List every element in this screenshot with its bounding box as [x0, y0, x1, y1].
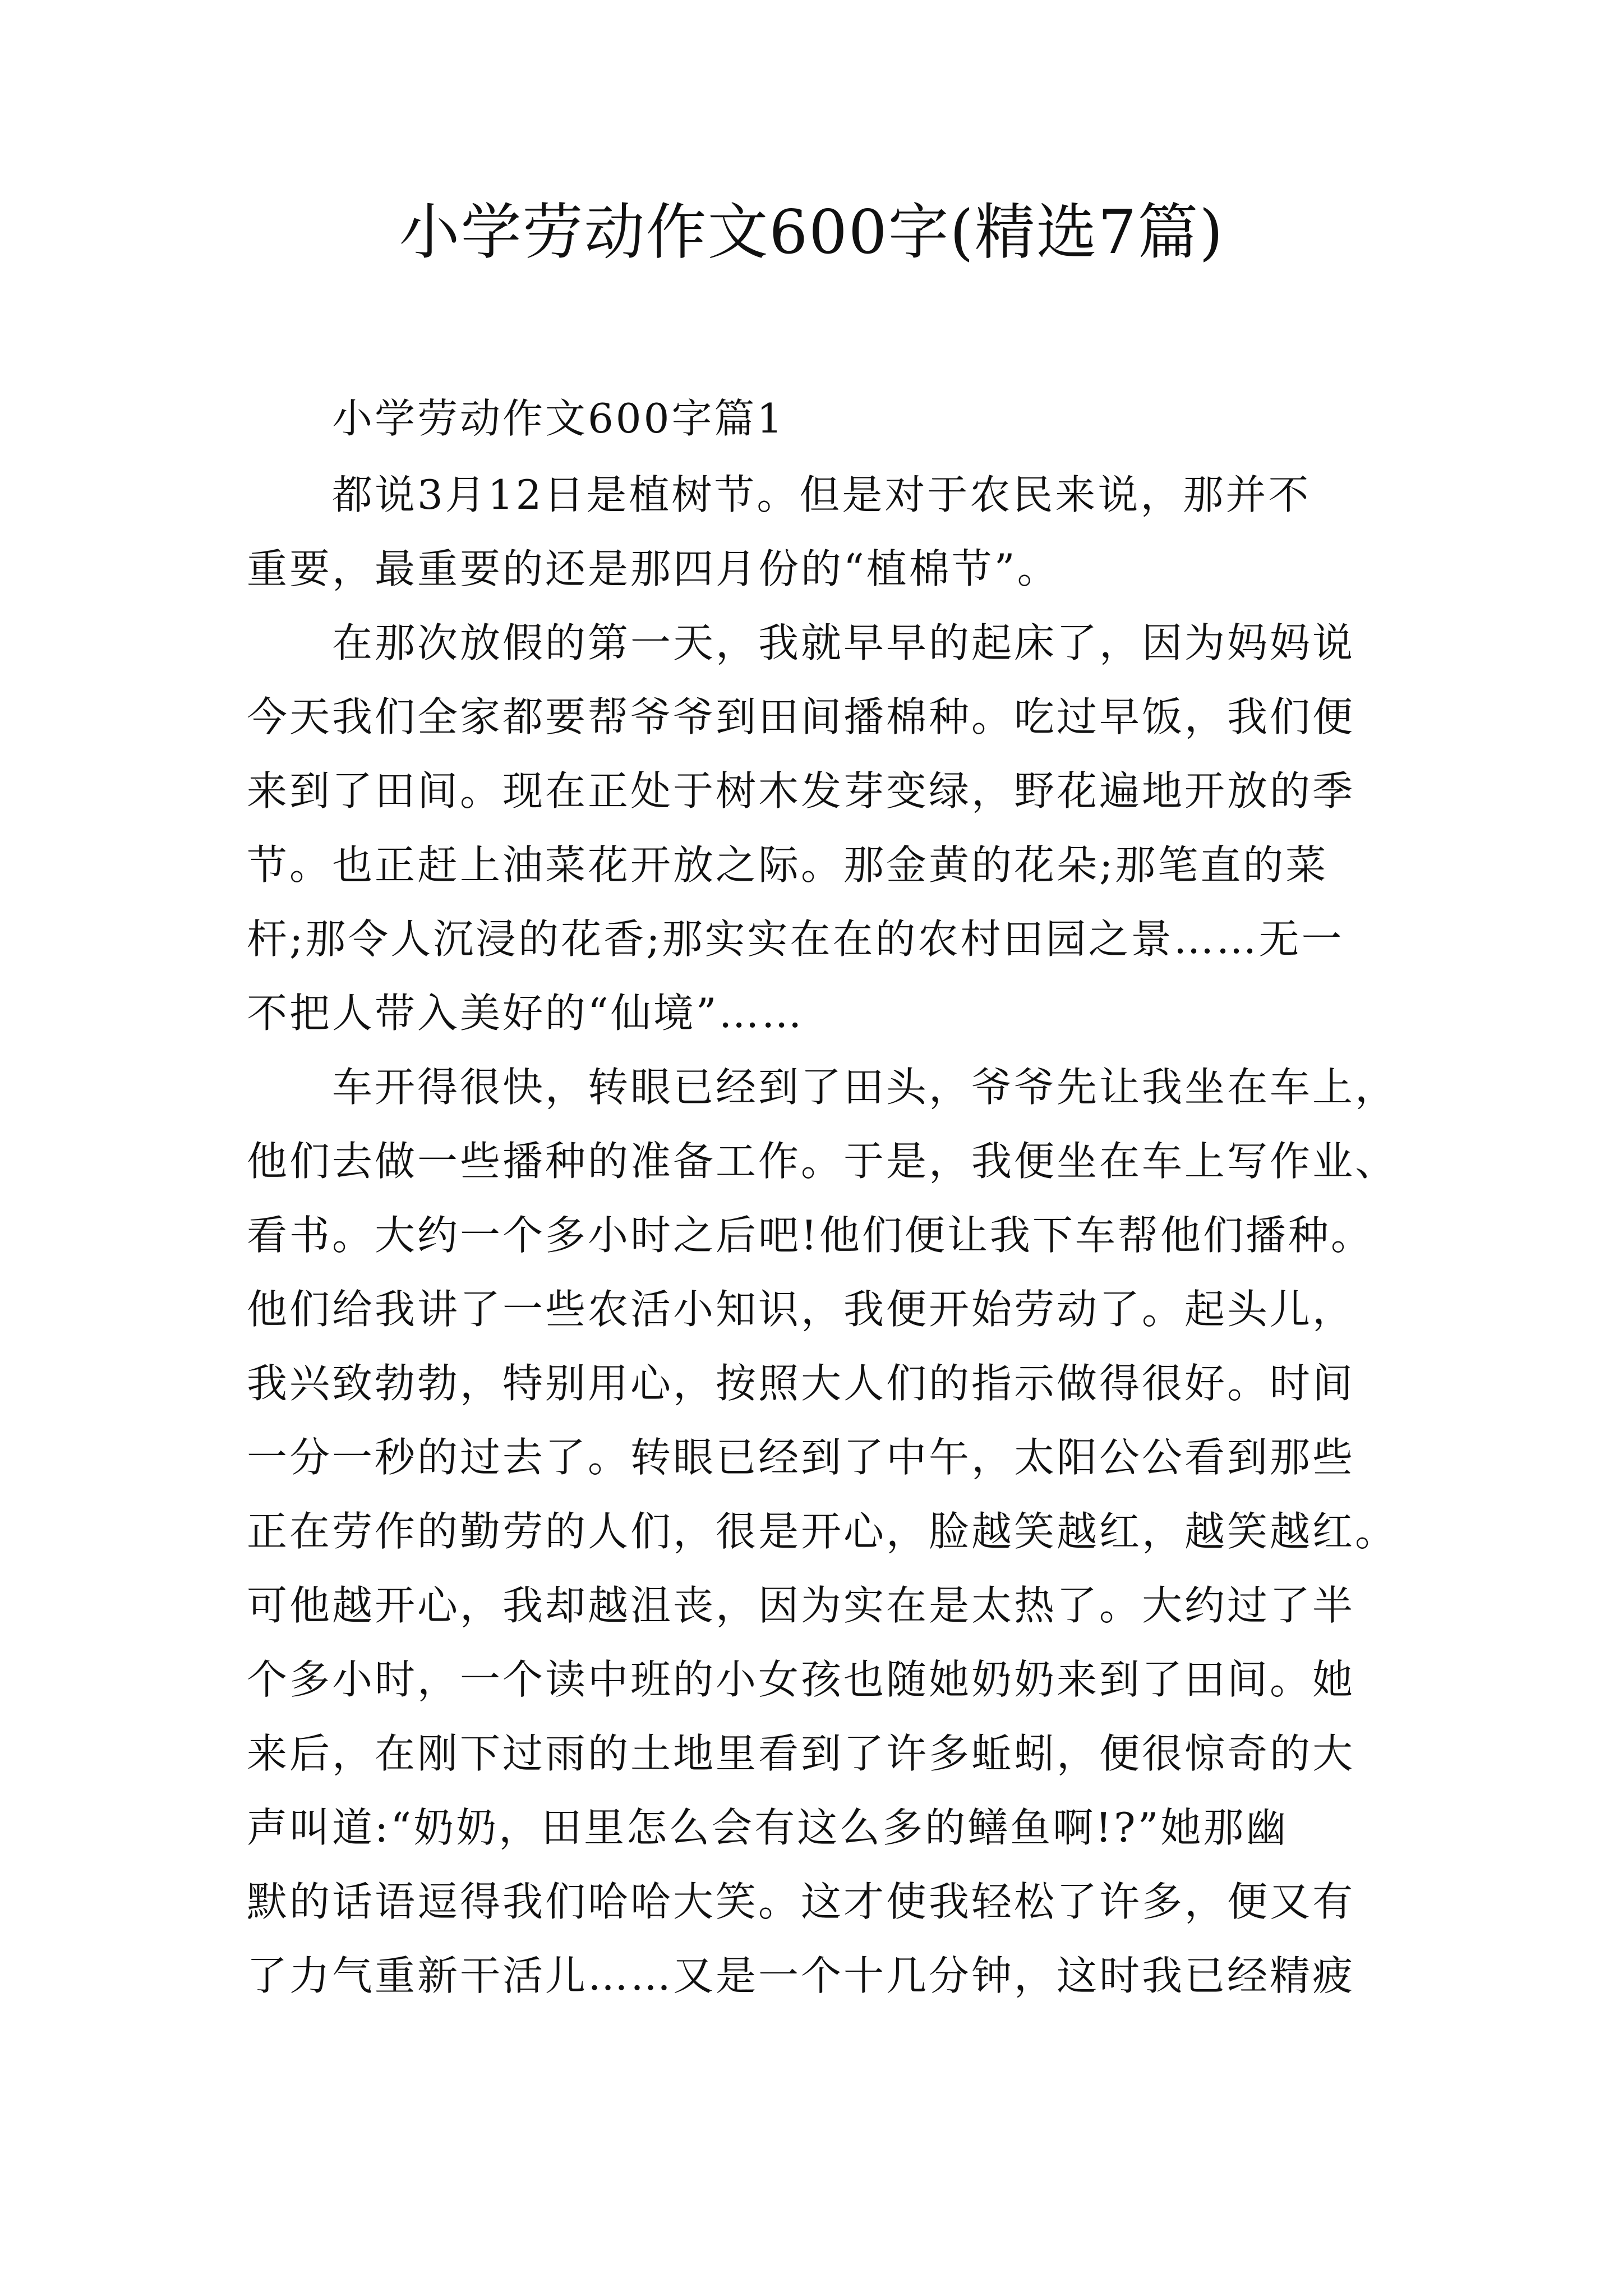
text-line: 他们去做一些播种的准备工作。于是，我便坐在车上写作业、: [247, 1138, 1398, 1185]
text-line: 了力气重新干活儿……又是一个十几分钟，这时我已经精疲: [247, 1952, 1355, 1999]
text-line: 默的话语逗得我们哈哈大笑。这才使我轻松了许多，便又有: [247, 1878, 1355, 1925]
text-line: 正在劳作的勤劳的人们，很是开心，脸越笑越红，越笑越红。: [247, 1508, 1398, 1555]
document-body: [247, 381, 1398, 2013]
text-line: 声叫道:“奶奶，田里怎么会有这么多的鳝鱼啊!?”她那幽: [247, 1804, 1289, 1851]
text-line: 今天我们全家都要帮爷爷到田间播棉种。吃过早饭，我们便: [247, 693, 1355, 740]
text-line: 一分一秒的过去了。转眼已经到了中午，太阳公公看到那些: [247, 1434, 1355, 1481]
text-line: 来后，在刚下过雨的土地里看到了许多蚯蚓，便很惊奇的大: [247, 1730, 1355, 1777]
text-line: 我兴致勃勃，特别用心，按照大人们的指示做得很好。时间: [247, 1360, 1355, 1407]
text-line: 可他越开心，我却越沮丧，因为实在是太热了。大约过了半: [247, 1582, 1355, 1629]
text-line: 在那次放假的第一天，我就早早的起床了，因为妈妈说: [332, 619, 1355, 666]
section-heading: 小学劳动作文600字篇1: [332, 395, 785, 442]
text-line: 他们给我讲了一些农活小知识，我便开始劳动了。起头儿，: [247, 1286, 1355, 1333]
text-line: 来到了田间。现在正处于树木发芽变绿，野花遍地开放的季: [247, 767, 1355, 815]
text-line: 重要，最重要的还是那四月份的“植棉节”。: [247, 545, 1060, 592]
document-title: 小学劳动作文600字(精选7篇): [399, 197, 1224, 268]
text-line: 不把人带入美好的“仙境”……: [247, 990, 804, 1037]
text-line: 都说3月12日是植树节。但是对于农民来说，那并不: [332, 471, 1311, 518]
text-line: 杆;那令人沉浸的花香;那实实在在的农村田园之景……无一: [247, 915, 1344, 963]
text-line: 节。也正赶上油菜花开放之际。那金黄的花朵;那笔直的菜: [247, 841, 1329, 889]
text-line: 看书。大约一个多小时之后吧!他们便让我下车帮他们播种。: [247, 1212, 1373, 1259]
text-line: 个多小时，一个读中班的小女孩也随她奶奶来到了田间。她: [247, 1656, 1355, 1703]
text-line: 车开得很快，转眼已经到了田头，爷爷先让我坐在车上，: [332, 1064, 1398, 1111]
